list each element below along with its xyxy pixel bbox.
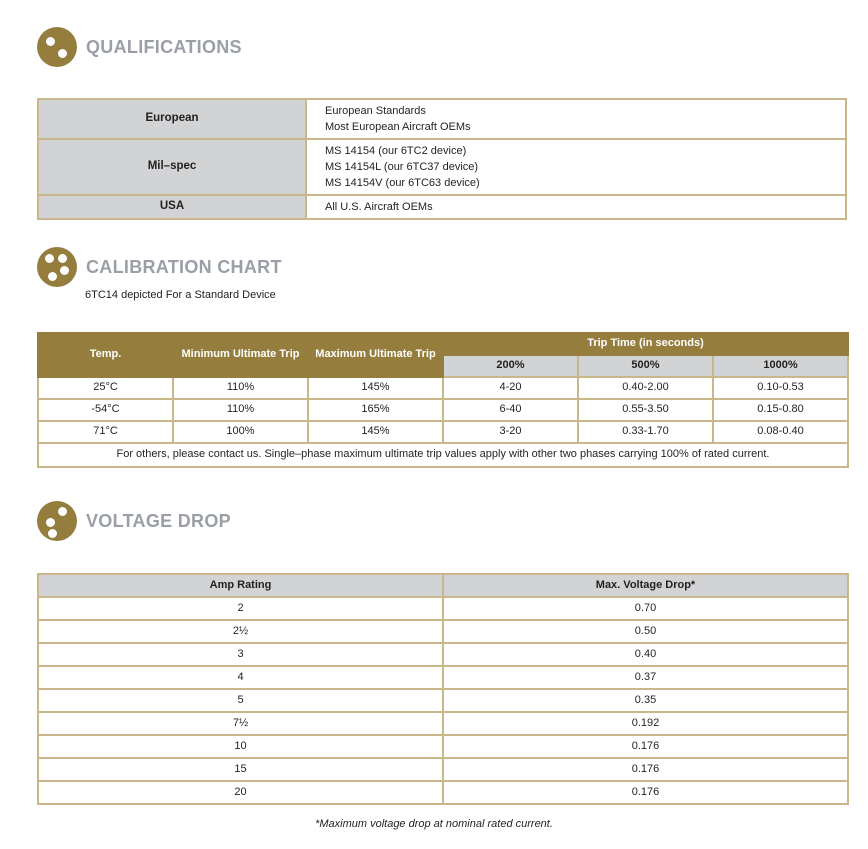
cell-min: 110% (173, 399, 308, 421)
cell-min: 100% (173, 421, 308, 443)
qualifications-table (37, 98, 847, 220)
value-line: European Standards (325, 105, 426, 117)
cell-t500: 0.40-2.00 (578, 377, 713, 399)
cell-max: 145% (308, 377, 443, 399)
cell-t200: 3-20 (443, 421, 578, 443)
voltage-drop-table (37, 573, 849, 805)
row-values (306, 195, 846, 219)
row-label: Mil–spec (38, 139, 306, 195)
table-row (38, 597, 848, 620)
value-line: MS 14154V (our 6TC63 device) (325, 177, 480, 189)
cell-drop: 0.37 (443, 666, 848, 689)
cell-max: 145% (308, 421, 443, 443)
table-row (38, 421, 848, 443)
cell-amp: 4 (38, 666, 443, 689)
cell-drop: 0.176 (443, 781, 848, 804)
header-min-trip: Minimum Ultimate Trip (173, 333, 308, 377)
header-amp-rating: Amp Rating (38, 574, 443, 597)
section-title: QUALIFICATIONS (86, 36, 242, 57)
voltage-drop-header (37, 501, 231, 541)
calibration-note: For others, please contact us. Single–phase maximum ultimate trip values apply with other two phases carrying 100% of rated current. (38, 443, 848, 467)
cell-drop: 0.40 (443, 643, 848, 666)
section-title: VOLTAGE DROP (86, 510, 231, 531)
cell-drop: 0.50 (443, 620, 848, 643)
cell-t1000: 0.15-0.80 (713, 399, 848, 421)
table-row (38, 735, 848, 758)
table-row (38, 689, 848, 712)
cell-temp: 71°C (38, 421, 173, 443)
header-1000: 1000% (713, 355, 848, 377)
table-row (38, 666, 848, 689)
section-title: CALIBRATION CHART (86, 256, 282, 277)
calibration-subtitle: 6TC14 depicted For a Standard Device (85, 289, 276, 301)
cell-t200: 4-20 (443, 377, 578, 399)
cell-t500: 0.33-1.70 (578, 421, 713, 443)
cell-amp: 20 (38, 781, 443, 804)
qualifications-header (37, 27, 242, 67)
two-dot-badge-icon (37, 27, 77, 67)
cell-t500: 0.55-3.50 (578, 399, 713, 421)
row-values (306, 139, 846, 195)
value-line: MS 14154L (our 6TC37 device) (325, 161, 479, 173)
cell-temp: -54°C (38, 399, 173, 421)
voltage-drop-footnote: *Maximum voltage drop at nominal rated current. (315, 818, 553, 830)
three-dot-badge-icon (37, 501, 77, 541)
calibration-table (37, 332, 849, 468)
table-note-row (38, 443, 848, 467)
cell-drop: 0.176 (443, 735, 848, 758)
row-label: USA (38, 195, 306, 219)
cell-amp: 15 (38, 758, 443, 781)
row-label: European (38, 99, 306, 139)
cell-amp: 10 (38, 735, 443, 758)
cell-amp: 5 (38, 689, 443, 712)
table-row (38, 377, 848, 399)
header-temp: Temp. (38, 333, 173, 377)
cell-amp: 3 (38, 643, 443, 666)
cell-t200: 6-40 (443, 399, 578, 421)
cell-drop: 0.35 (443, 689, 848, 712)
table-row (38, 643, 848, 666)
table-row (38, 758, 848, 781)
cell-t1000: 0.08-0.40 (713, 421, 848, 443)
four-dot-badge-icon (37, 247, 77, 287)
value-line: Most European Aircraft OEMs (325, 121, 471, 133)
cell-drop: 0.192 (443, 712, 848, 735)
table-row (38, 99, 846, 139)
header-max-voltage-drop: Max. Voltage Drop* (443, 574, 848, 597)
header-200: 200% (443, 355, 578, 377)
table-row (38, 712, 848, 735)
cell-drop: 0.70 (443, 597, 848, 620)
table-row (38, 139, 846, 195)
cell-min: 110% (173, 377, 308, 399)
cell-max: 165% (308, 399, 443, 421)
cell-drop: 0.176 (443, 758, 848, 781)
row-values (306, 99, 846, 139)
table-row (38, 620, 848, 643)
cell-t1000: 0.10-0.53 (713, 377, 848, 399)
cell-temp: 25°C (38, 377, 173, 399)
header-max-trip: Maximum Ultimate Trip (308, 333, 443, 377)
table-row (38, 781, 848, 804)
calibration-header (37, 247, 282, 287)
table-row (38, 399, 848, 421)
header-500: 500% (578, 355, 713, 377)
header-trip-time: Trip Time (in seconds) (443, 333, 848, 355)
table-row (38, 195, 846, 219)
cell-amp: 7½ (38, 712, 443, 735)
value-line: MS 14154 (our 6TC2 device) (325, 145, 467, 157)
value-line: All U.S. Aircraft OEMs (325, 201, 433, 213)
cell-amp: 2½ (38, 620, 443, 643)
cell-amp: 2 (38, 597, 443, 620)
